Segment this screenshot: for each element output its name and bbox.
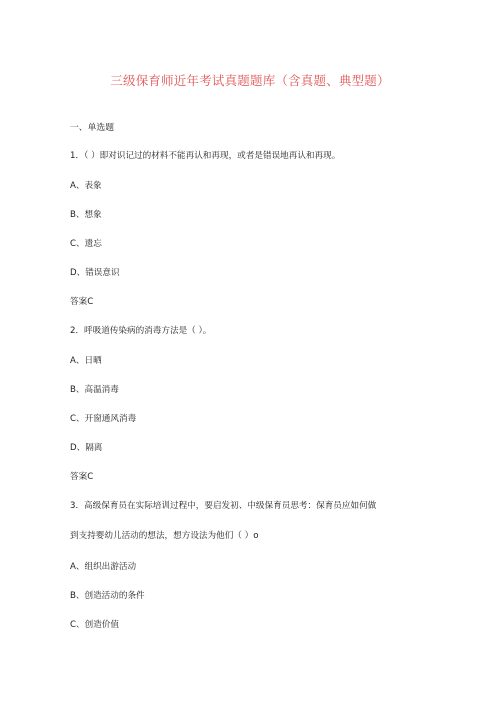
question-2-option-a: A、日晒 xyxy=(70,356,102,366)
question-2-answer: 答案C xyxy=(70,472,94,482)
question-2-option-d: D、隔离 xyxy=(70,443,103,453)
question-3-option-b: B、创造活动的条件 xyxy=(70,591,145,601)
document-title: 三级保育师近年考试真题题库（含真题、典型题） xyxy=(110,73,390,88)
section-heading: 一、单选题 xyxy=(70,123,114,133)
question-3-option-a: A、组织出游活动 xyxy=(70,562,137,572)
question-2-stem: 2．呼吸道传染病的消毒方法是（ ）。 xyxy=(70,326,212,336)
question-1-answer: 答案C xyxy=(70,297,94,307)
question-3-stem-line-2: 到支持婴幼儿活动的想法，想方设法为他们（ ）o xyxy=(70,531,259,541)
question-3-stem-line-1: 3．高级保育员在实际培训过程中，要启发初、中级保育员思考：保育员应如何做 xyxy=(70,501,377,511)
question-1-option-d: D、错误意识 xyxy=(70,268,120,278)
question-1-option-b: B、想象 xyxy=(70,210,102,220)
question-1-option-c: C、遗忘 xyxy=(70,239,102,249)
question-3-option-c: C、创造价值 xyxy=(70,620,119,630)
question-2-option-b: B、高温消毒 xyxy=(70,385,119,395)
question-1-option-a: A、表象 xyxy=(70,181,102,191)
question-1-stem: 1．（ ）即对识记过的材料不能再认和再现，或者是错误地再认和再现。 xyxy=(70,151,341,161)
question-2-option-c: C、开窗通风消毒 xyxy=(70,414,137,424)
